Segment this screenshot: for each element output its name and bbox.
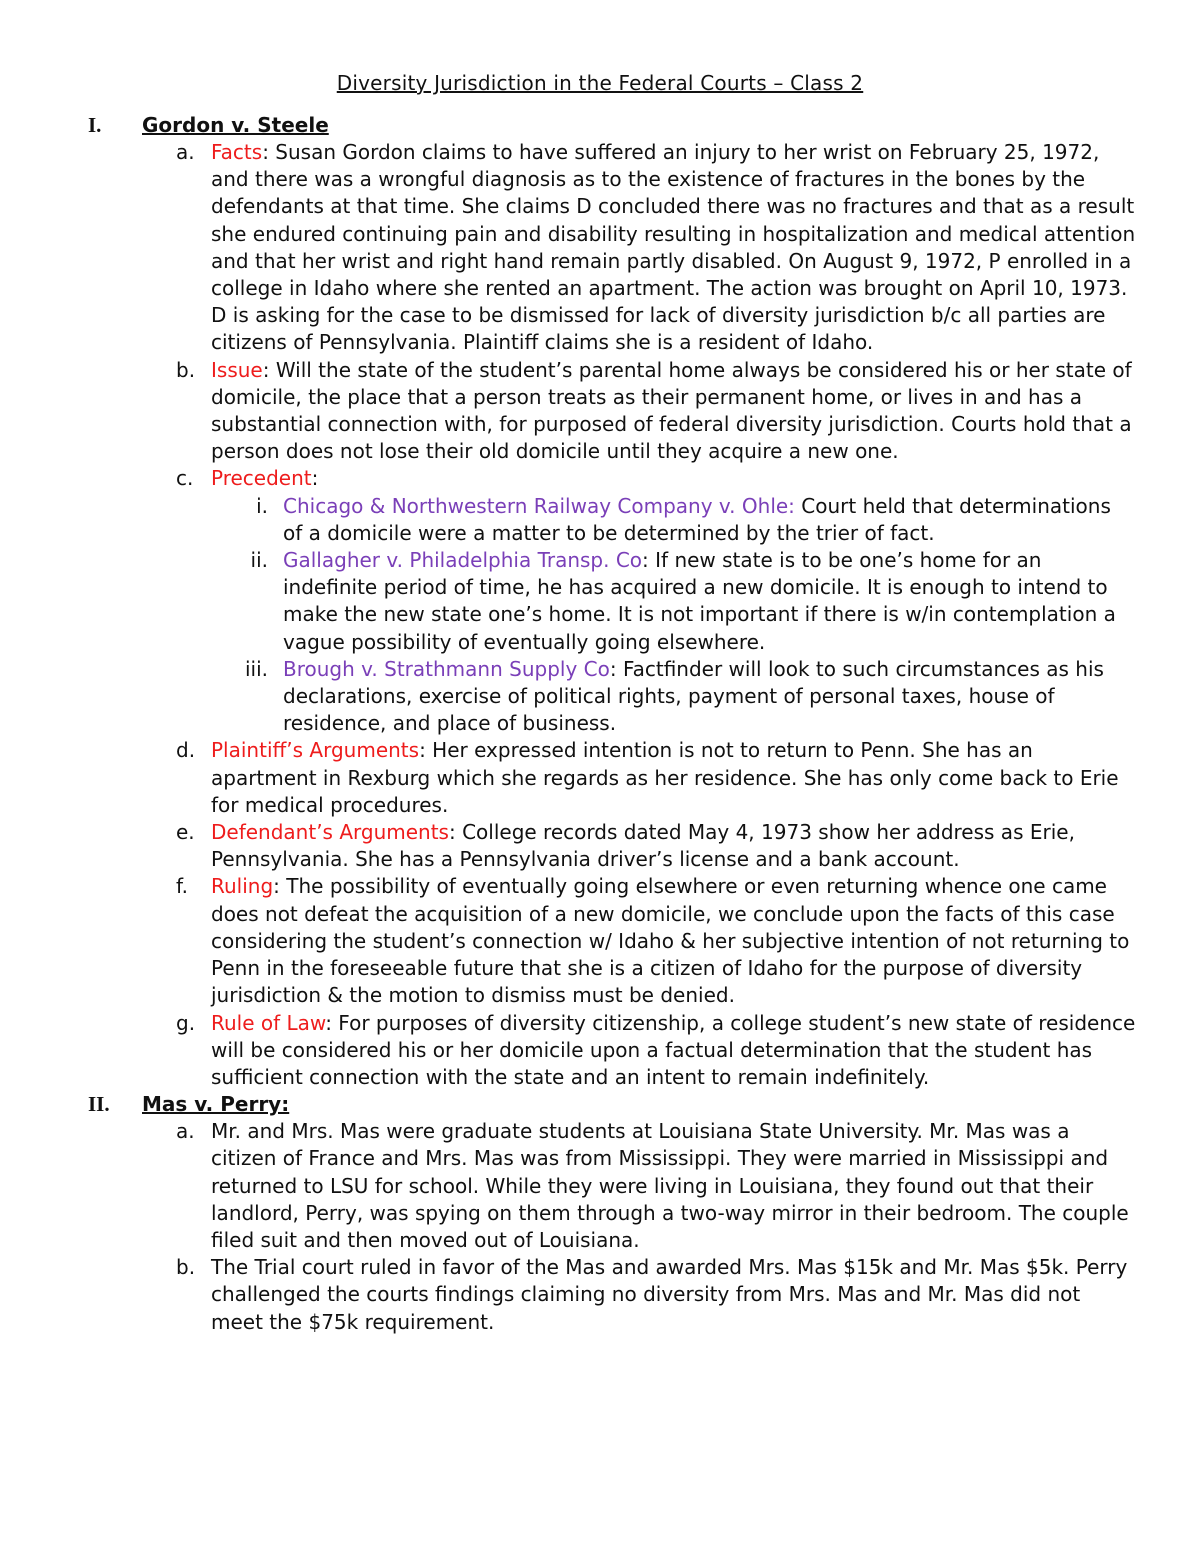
list-marker: c.	[176, 466, 194, 491]
section-number: II.	[88, 1092, 110, 1117]
item-text: : For purposes of diversity citizenship, a college student’s new state of residence will be considered his or her domicile upon a factual determination that the student has sufficient connection with the state and an intent to remain indefinitely.	[211, 1010, 1136, 1089]
case-name: Brough v. Strathmann Supply Co	[283, 656, 610, 681]
sub-text: Court held that determinations of a domicile were a matter to be determined by the trier of fact.	[283, 493, 1111, 545]
item-text: : Susan Gordon claims to have suffered an injury to her wrist on February 25, 1972, and there was a wrongful diagnosis as to the existence of fractures in the bones by the defendants at that time. She claims D concluded there was no fractures and that as a result she endured continuing pain and disability resulting in hospitalization and medical attention and that her wrist and right hand remain partly disabled. On August 9, 1972, P enrolled in a college in Idaho where she rented an apartment. The action was brought on April 10, 1973. D is asking for the case to be dismissed for lack of diversity jurisdiction b/c all parties are citizens of Pennsylvania. Plaintiff claims she is a resident of Idaho.	[211, 140, 1136, 355]
sub-item-chicago-ohle	[0, 493, 1200, 547]
list-marker: a.	[176, 140, 195, 164]
sub-marker: iii.	[244, 656, 268, 681]
section-number: I.	[88, 113, 102, 137]
sub-marker: ii.	[250, 548, 268, 573]
item-text: The Trial court ruled in favor of the Mas and awarded Mrs. Mas $15k and Mr. Mas $5k. Perry challenged the courts findings claiming no diversity from Mrs. Mas and Mr. Mas did not meet the $75k requirement.	[211, 1255, 1128, 1334]
item-label: Ruling	[211, 874, 274, 899]
case-name: Gallagher v. Philadelphia Transp. Co	[283, 548, 643, 573]
section-title: Gordon v. Steele	[142, 113, 329, 137]
section-heading-mas-v-perry	[0, 1091, 1200, 1118]
list-item-issue	[0, 357, 1200, 466]
list-marker: b.	[176, 1255, 196, 1280]
sub-text: : If new state is to be one’s home for an indefinite period of time, he has acquired a new domicile. It is enough to intend to make the new state one’s home. It is not important if there is w/in contemplation a vague possibility of eventually going elsewhere.	[283, 548, 1116, 654]
list-item	[0, 1118, 1200, 1254]
list-marker: a.	[176, 1119, 195, 1144]
item-text: : College records dated May 4, 1973 show her address as Erie, Pennsylvania. She has a Pennsylvania driver’s license and a bank account.	[211, 820, 1075, 872]
item-text: : The possibility of eventually going elsewhere or even returning whence one came does not defeat the acquisition of a new domicile, we conclude upon the facts of this case considering the student’s connection w/ Idaho & her subjective intention of not returning to Penn in the foreseeable future that she is a citizen of Idaho for the purpose of diversity jurisdiction & the motion to dismiss must be denied.	[211, 874, 1130, 1008]
list-marker: g.	[176, 1010, 196, 1035]
list-marker: d.	[176, 738, 196, 763]
list-item-defendant-arguments	[0, 819, 1200, 873]
sub-text: : Factfinder will look to such circumstances as his declarations, exercise of political rights, payment of personal taxes, house of residence, and place of business.	[283, 656, 1104, 736]
sub-item-gallagher	[0, 547, 1200, 656]
list-item-ruling	[0, 873, 1200, 1009]
list-marker: b.	[176, 357, 196, 382]
item-label: Precedent	[211, 466, 312, 491]
list-item-rule-of-law	[0, 1010, 1200, 1092]
item-text: :	[311, 466, 319, 491]
list-item-plaintiff-arguments	[0, 737, 1200, 819]
document-title: Diversity Jurisdiction in the Federal Courts – Class 2	[336, 71, 864, 95]
section-heading	[0, 112, 1200, 139]
list-item-facts	[0, 139, 1200, 357]
item-label: Facts	[211, 140, 263, 164]
item-label: Rule of Law	[211, 1010, 326, 1035]
sub-item-brough	[0, 656, 1200, 738]
item-text: : Will the state of the student’s parental home always be considered his or her state of domicile, the place that a person treats as their permanent home, or lives in and has a substantial connection with, for purposed of federal diversity jurisdiction. Courts hold that a person does not lose their old domicile until they acquire a new one.	[211, 357, 1132, 464]
list-marker: e.	[176, 820, 195, 845]
item-label: Plaintiff’s Arguments	[211, 738, 420, 763]
list-item	[0, 1254, 1200, 1336]
case-name: Chicago & Northwestern Railway Company v. Ohle:	[283, 493, 795, 518]
list-marker: f.	[176, 874, 188, 899]
section-title: Mas v. Perry:	[142, 1092, 290, 1117]
item-label: Issue	[211, 357, 263, 382]
section-gordon-v-steele	[0, 112, 1200, 1336]
list-item-precedent	[0, 465, 1200, 492]
item-label: Defendant’s Arguments	[211, 820, 449, 845]
sub-marker: i.	[256, 493, 268, 518]
item-text: Mr. and Mrs. Mas were graduate students at Louisiana State University. Mr. Mas was a citizen of France and Mrs. Mas was from Mississippi. They were married in Mississippi and returned to LSU for school. While they were living in Louisiana, they found out that their landlord, Perry, was spying on them through a two-way mirror in their bedroom. The couple filed suit and then moved out of Louisiana.	[211, 1119, 1129, 1252]
item-text: : Her expressed intention is not to return to Penn. She has an apartment in Rexburg which she regards as her residence. She has only come back to Erie for medical procedures.	[211, 738, 1119, 817]
